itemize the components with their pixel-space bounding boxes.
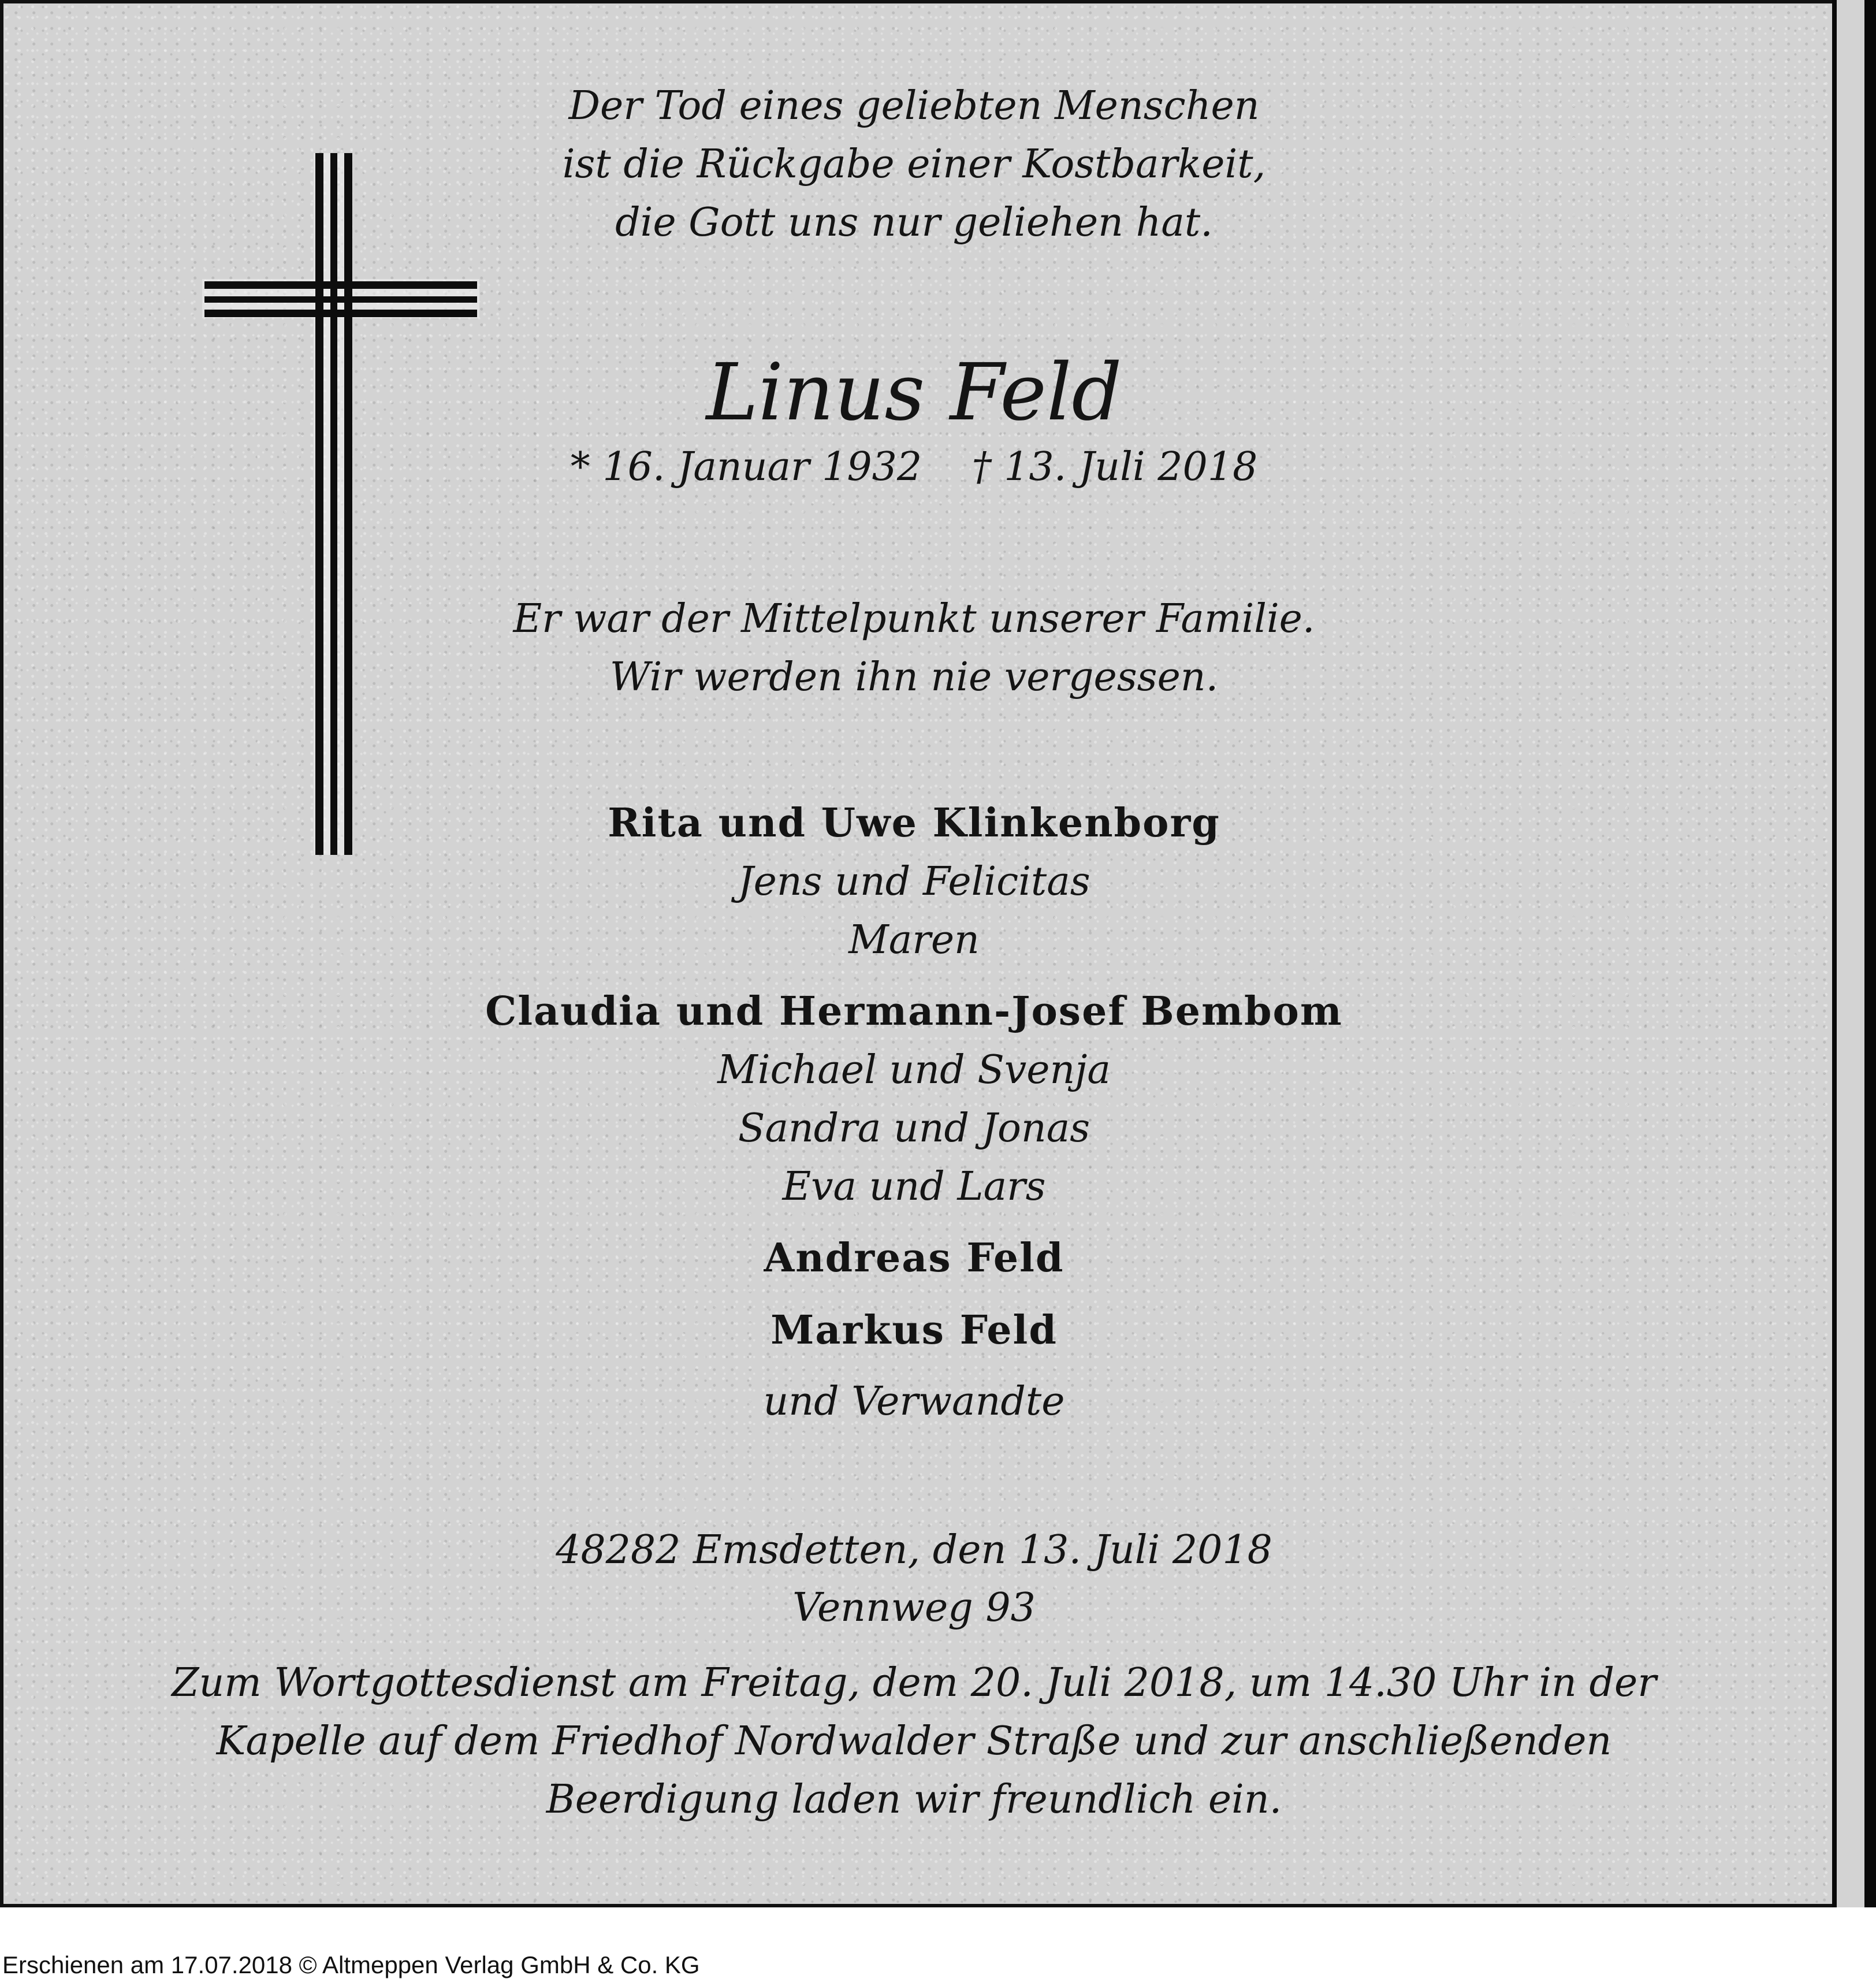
quote-line-2: ist die Rückgabe einer Kostbarkeit, <box>562 142 1266 187</box>
publication-footer: Erschienen am 17.07.2018 © Altmeppen Verlag GmbH & Co. KG <box>2 1951 700 1978</box>
mourner-line: Eva und Lars <box>782 1164 1046 1210</box>
frame-right-inner-line <box>1832 0 1837 1907</box>
frame-right-outer-line <box>1864 0 1876 1907</box>
mourner-family-1: Rita und Uwe Klinkenborg <box>608 800 1220 846</box>
mourner-line: Sandra und Jonas <box>738 1106 1090 1151</box>
mourner-family-4: Markus Feld <box>770 1307 1058 1353</box>
mourner-line: Jens und Felicitas <box>738 859 1090 905</box>
quote-line-3: die Gott uns nur geliehen hat. <box>615 200 1213 245</box>
address-line-1: 48282 Emsdetten, den 13. Juli 2018 <box>556 1527 1272 1573</box>
frame-right-gap <box>1837 0 1864 1907</box>
quote-line-1: Der Tod eines geliebten Menschen <box>568 83 1260 129</box>
address-line-2: Vennweg 93 <box>792 1585 1036 1631</box>
tribute-line-2: Wir werden ihn nie vergessen. <box>609 654 1219 700</box>
deceased-name: Linus Feld <box>706 347 1122 438</box>
tribute-line-1: Er war der Mittelpunkt unserer Familie. <box>513 596 1315 642</box>
service-line-1: Zum Wortgottesdienst am Freitag, dem 20. Juli 2018, um 14.30 Uhr in der <box>172 1660 1657 1706</box>
mourner-relatives: und Verwandte <box>763 1379 1065 1424</box>
mourner-line: Michael und Svenja <box>717 1047 1111 1093</box>
deceased-dates: * 16. Januar 1932 † 13. Juli 2018 <box>570 444 1258 490</box>
service-line-2: Kapelle auf dem Friedhof Nordwalder Straße und zur anschließenden <box>216 1718 1612 1764</box>
service-line-3: Beerdigung laden wir freundlich ein. <box>546 1777 1282 1822</box>
mourner-family-3: Andreas Feld <box>764 1235 1064 1281</box>
mourner-family-2: Claudia und Hermann-Josef Bembom <box>485 988 1343 1035</box>
mourner-line: Maren <box>848 917 980 963</box>
